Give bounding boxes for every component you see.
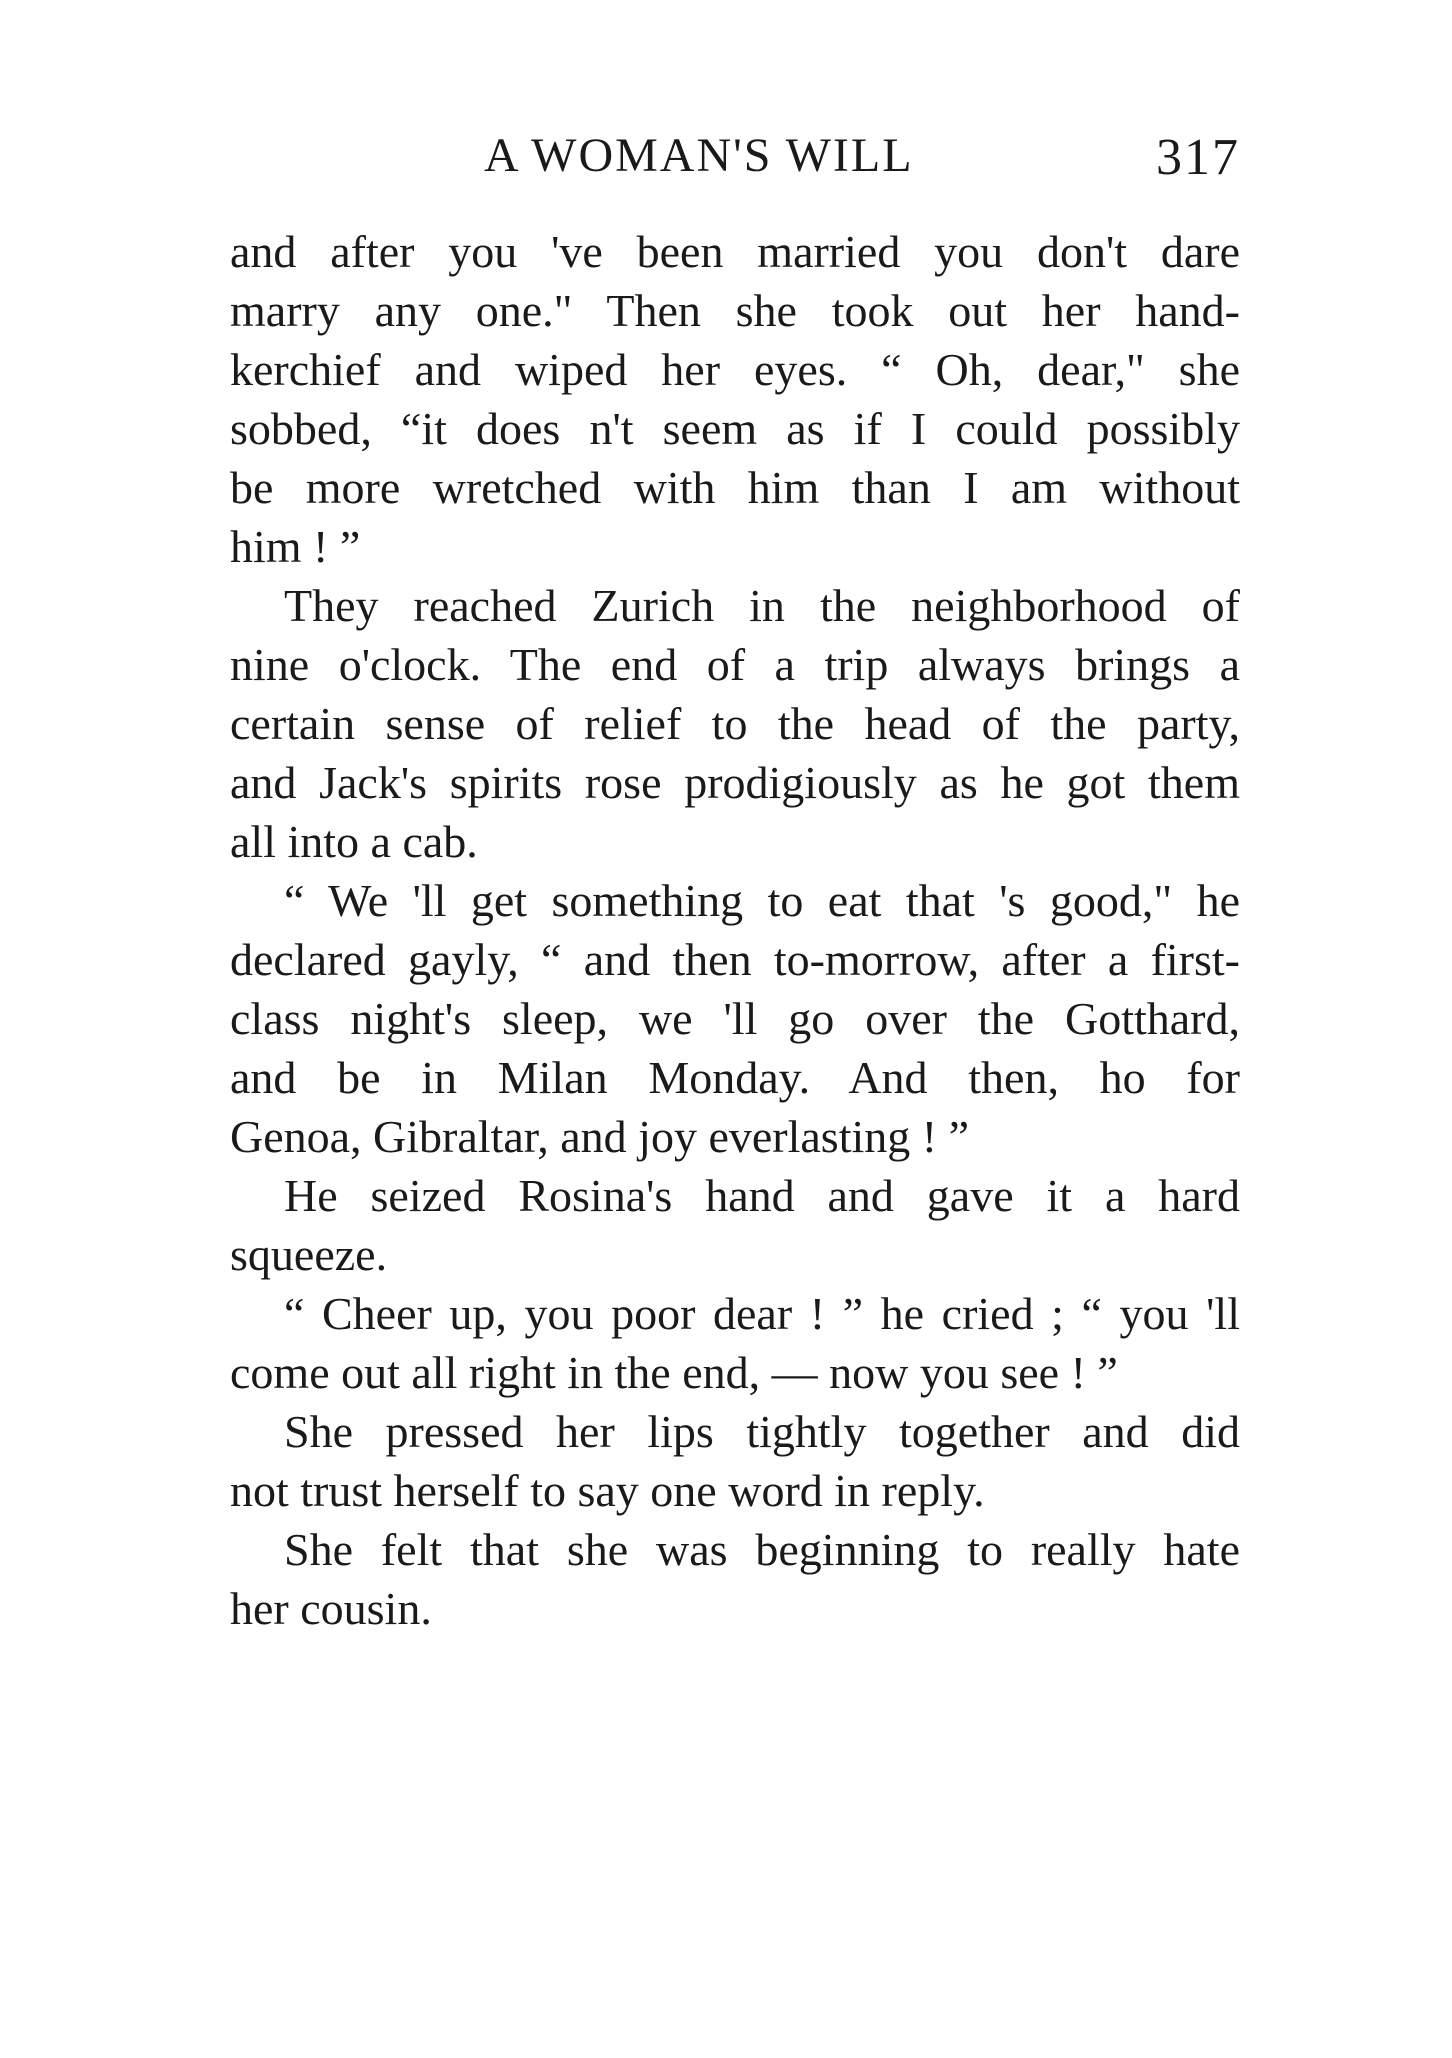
text-line: and after you 've been married you don't dare xyxy=(230,226,1240,277)
text-line: He seized Rosina's hand and gave it a hard xyxy=(284,1170,1240,1221)
text-line: her cousin. xyxy=(230,1583,432,1634)
text-line: and Jack's spirits rose prodigiously as he got them xyxy=(230,757,1240,808)
page-number: 317 xyxy=(1156,129,1240,186)
text-line: be more wretched with him than I am without xyxy=(230,462,1240,513)
text-line: come out all right in the end, — now you see ! ” xyxy=(230,1347,1118,1398)
text-line: They reached Zurich in the neighborhood of xyxy=(284,580,1240,631)
running-title: A WOMAN'S WILL xyxy=(484,129,914,182)
text-line: and be in Milan Monday. And then, ho for xyxy=(230,1052,1240,1103)
text-line: She felt that she was beginning to really hate xyxy=(284,1524,1240,1575)
text-line: all into a cab. xyxy=(230,816,478,867)
text-line: declared gayly, “ and then to-morrow, after a first- xyxy=(230,934,1240,985)
text-line: not trust herself to say one word in reply. xyxy=(230,1465,985,1516)
text-line: Genoa, Gibraltar, and joy everlasting ! ” xyxy=(230,1111,969,1162)
body-text xyxy=(230,222,1240,1638)
text-line: “ Cheer up, you poor dear ! ” he cried ; “ you 'll xyxy=(284,1288,1240,1339)
text-line: sobbed, “it does n't seem as if I could possibly xyxy=(230,403,1240,454)
text-line: kerchief and wiped her eyes. “ Oh, dear," she xyxy=(230,344,1240,395)
page-header xyxy=(230,120,1240,200)
text-line: She pressed her lips tightly together and did xyxy=(284,1406,1240,1457)
text-line: marry any one." Then she took out her hand- xyxy=(230,285,1240,336)
text-line: class night's sleep, we 'll go over the Gotthard, xyxy=(230,993,1240,1044)
text-line: “ We 'll get something to eat that 's good," he xyxy=(284,875,1240,926)
text-line: certain sense of relief to the head of the party, xyxy=(230,698,1240,749)
text-line: nine o'clock. The end of a trip always brings a xyxy=(230,639,1240,690)
text-line: squeeze. xyxy=(230,1229,388,1280)
text-line: him ! ” xyxy=(230,521,361,572)
